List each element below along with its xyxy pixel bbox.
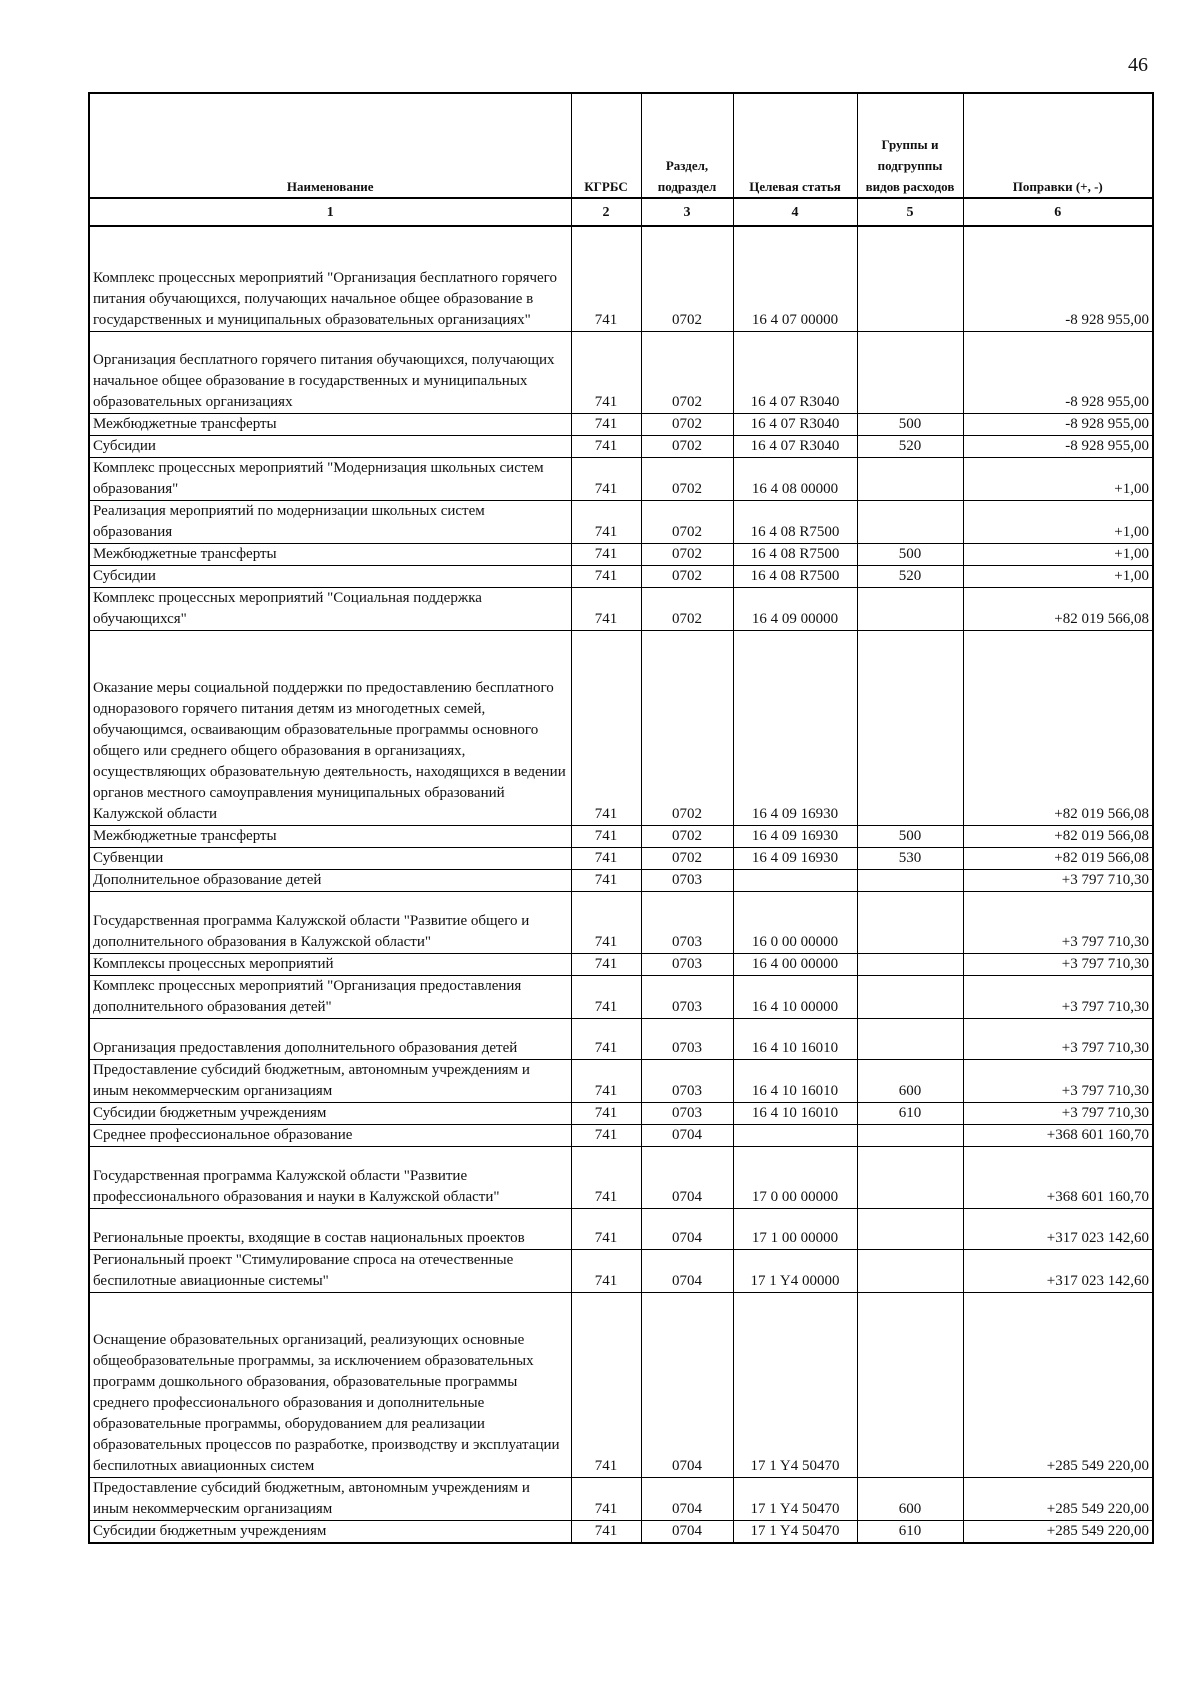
row-group: 610 xyxy=(857,1102,963,1124)
row-target: 16 4 10 16010 xyxy=(733,1018,857,1059)
row-group xyxy=(857,500,963,543)
row-group: 500 xyxy=(857,825,963,847)
row-section: 0703 xyxy=(641,975,733,1018)
row-kgrbs: 741 xyxy=(571,457,641,500)
row-section: 0702 xyxy=(641,543,733,565)
row-name: Межбюджетные трансферты xyxy=(89,825,571,847)
row-amount: +3 797 710,30 xyxy=(963,1059,1153,1102)
column-number: 3 xyxy=(641,198,733,226)
row-name: Предоставление субсидий бюджетным, автономным учреждениям и иным некоммерческим организациям xyxy=(89,1059,571,1102)
row-section: 0703 xyxy=(641,1059,733,1102)
row-kgrbs: 741 xyxy=(571,1292,641,1477)
table-row xyxy=(89,587,1153,630)
row-kgrbs: 741 xyxy=(571,630,641,825)
row-target: 17 1 Y4 50470 xyxy=(733,1477,857,1520)
row-section: 0702 xyxy=(641,413,733,435)
table-row xyxy=(89,331,1153,413)
row-amount: +1,00 xyxy=(963,565,1153,587)
row-kgrbs: 741 xyxy=(571,1124,641,1146)
row-kgrbs: 741 xyxy=(571,975,641,1018)
row-target: 16 4 10 16010 xyxy=(733,1102,857,1124)
row-amount: +82 019 566,08 xyxy=(963,630,1153,825)
row-kgrbs: 741 xyxy=(571,565,641,587)
row-amount: +3 797 710,30 xyxy=(963,1018,1153,1059)
row-target: 16 4 07 00000 xyxy=(733,226,857,331)
table-row xyxy=(89,1146,1153,1208)
header-section: Раздел, подраздел xyxy=(641,93,733,198)
row-amount: +3 797 710,30 xyxy=(963,891,1153,953)
row-section: 0702 xyxy=(641,847,733,869)
row-kgrbs: 741 xyxy=(571,1208,641,1249)
row-group xyxy=(857,331,963,413)
row-target: 16 4 09 16930 xyxy=(733,630,857,825)
row-group xyxy=(857,587,963,630)
row-section: 0704 xyxy=(641,1146,733,1208)
row-name: Комплексы процессных мероприятий xyxy=(89,953,571,975)
table-row xyxy=(89,1059,1153,1102)
row-group: 500 xyxy=(857,543,963,565)
row-group: 520 xyxy=(857,435,963,457)
row-section: 0702 xyxy=(641,331,733,413)
row-target: 17 1 Y4 50470 xyxy=(733,1520,857,1543)
table-row xyxy=(89,1018,1153,1059)
table-row xyxy=(89,975,1153,1018)
row-group xyxy=(857,869,963,891)
row-kgrbs: 741 xyxy=(571,435,641,457)
table-row xyxy=(89,825,1153,847)
table-row xyxy=(89,1477,1153,1520)
row-section: 0703 xyxy=(641,891,733,953)
row-target xyxy=(733,1124,857,1146)
row-group: 500 xyxy=(857,413,963,435)
row-name: Организация бесплатного горячего питания обучающихся, получающих начальное общее образование в государственных и муниципальных образовательных организациях xyxy=(89,331,571,413)
row-kgrbs: 741 xyxy=(571,869,641,891)
row-amount: +285 549 220,00 xyxy=(963,1520,1153,1543)
row-kgrbs: 741 xyxy=(571,953,641,975)
row-section: 0703 xyxy=(641,953,733,975)
row-group: 600 xyxy=(857,1477,963,1520)
row-name: Оказание меры социальной поддержки по предоставлению бесплатного одноразового горячего питания детям из многодетных семей, обучающимся, осваивающим образовательные программы основного общего или среднего общего образования в организациях, осуществляющих образовательную деятельность, находящихся в ведении органов местного самоуправления муниципальных образований Калужской области xyxy=(89,630,571,825)
table-row xyxy=(89,953,1153,975)
table-row xyxy=(89,1124,1153,1146)
row-target: 17 1 00 00000 xyxy=(733,1208,857,1249)
row-section: 0703 xyxy=(641,1102,733,1124)
row-amount: +368 601 160,70 xyxy=(963,1146,1153,1208)
row-amount: +285 549 220,00 xyxy=(963,1292,1153,1477)
row-section: 0704 xyxy=(641,1124,733,1146)
row-amount: +3 797 710,30 xyxy=(963,869,1153,891)
header-name: Наименование xyxy=(89,93,571,198)
table-row xyxy=(89,1208,1153,1249)
row-kgrbs: 741 xyxy=(571,1059,641,1102)
row-amount: +317 023 142,60 xyxy=(963,1249,1153,1292)
row-name: Комплекс процессных мероприятий "Организация предоставления дополнительного образования детей" xyxy=(89,975,571,1018)
table-row xyxy=(89,413,1153,435)
row-name: Организация предоставления дополнительного образования детей xyxy=(89,1018,571,1059)
row-target: 16 4 10 16010 xyxy=(733,1059,857,1102)
row-amount: +3 797 710,30 xyxy=(963,1102,1153,1124)
row-group xyxy=(857,1249,963,1292)
budget-table xyxy=(88,92,1154,1544)
row-kgrbs: 741 xyxy=(571,1477,641,1520)
row-name: Межбюджетные трансферты xyxy=(89,543,571,565)
row-target: 16 4 09 16930 xyxy=(733,825,857,847)
column-number: 2 xyxy=(571,198,641,226)
row-target: 17 1 Y4 00000 xyxy=(733,1249,857,1292)
row-name: Оснащение образовательных организаций, реализующих основные общеобразовательные программы, за исключением образовательных программ дошкольного образования, образовательные программы среднего профессионального образования и дополнительные образовательные программы, оборудованием для реализации образовательных процессов по разработке, производству и эксплуатации беспилотных авиационных систем xyxy=(89,1292,571,1477)
row-target: 17 1 Y4 50470 xyxy=(733,1292,857,1477)
table-row xyxy=(89,500,1153,543)
row-group xyxy=(857,1018,963,1059)
row-group xyxy=(857,975,963,1018)
row-amount: +1,00 xyxy=(963,543,1153,565)
row-group: 530 xyxy=(857,847,963,869)
row-amount: +1,00 xyxy=(963,457,1153,500)
row-group xyxy=(857,457,963,500)
column-number: 4 xyxy=(733,198,857,226)
row-name: Региональные проекты, входящие в состав национальных проектов xyxy=(89,1208,571,1249)
row-target: 16 4 07 R3040 xyxy=(733,435,857,457)
table-row xyxy=(89,457,1153,500)
row-target: 16 4 08 R7500 xyxy=(733,543,857,565)
row-amount: +3 797 710,30 xyxy=(963,975,1153,1018)
row-group: 520 xyxy=(857,565,963,587)
row-amount: +82 019 566,08 xyxy=(963,825,1153,847)
row-kgrbs: 741 xyxy=(571,226,641,331)
row-kgrbs: 741 xyxy=(571,331,641,413)
row-section: 0702 xyxy=(641,500,733,543)
row-kgrbs: 741 xyxy=(571,1102,641,1124)
row-group xyxy=(857,953,963,975)
row-amount: +82 019 566,08 xyxy=(963,587,1153,630)
row-section: 0702 xyxy=(641,587,733,630)
row-name: Субсидии xyxy=(89,435,571,457)
row-target: 16 4 08 R7500 xyxy=(733,565,857,587)
table-row xyxy=(89,630,1153,825)
row-group: 610 xyxy=(857,1520,963,1543)
row-section: 0704 xyxy=(641,1520,733,1543)
row-name: Дополнительное образование детей xyxy=(89,869,571,891)
row-section: 0704 xyxy=(641,1208,733,1249)
table-row xyxy=(89,226,1153,331)
page-number: 46 xyxy=(1128,54,1148,76)
row-name: Субсидии бюджетным учреждениям xyxy=(89,1102,571,1124)
row-kgrbs: 741 xyxy=(571,847,641,869)
row-group xyxy=(857,1124,963,1146)
header-amendment: Поправки (+, -) xyxy=(963,93,1153,198)
row-kgrbs: 741 xyxy=(571,1520,641,1543)
row-kgrbs: 741 xyxy=(571,543,641,565)
row-name: Субсидии бюджетным учреждениям xyxy=(89,1520,571,1543)
table-body xyxy=(89,226,1153,1543)
row-section: 0702 xyxy=(641,435,733,457)
header-target: Целевая статья xyxy=(733,93,857,198)
column-number: 6 xyxy=(963,198,1153,226)
row-kgrbs: 741 xyxy=(571,1249,641,1292)
row-amount: -8 928 955,00 xyxy=(963,435,1153,457)
row-target: 16 4 10 00000 xyxy=(733,975,857,1018)
table-row xyxy=(89,1520,1153,1543)
row-group xyxy=(857,1208,963,1249)
table-row xyxy=(89,543,1153,565)
row-section: 0703 xyxy=(641,1018,733,1059)
row-amount: +368 601 160,70 xyxy=(963,1124,1153,1146)
row-name: Государственная программа Калужской области "Развитие профессионального образования и науки в Калужской области" xyxy=(89,1146,571,1208)
row-kgrbs: 741 xyxy=(571,1018,641,1059)
header-row xyxy=(89,93,1153,198)
row-target xyxy=(733,869,857,891)
row-kgrbs: 741 xyxy=(571,500,641,543)
row-name: Среднее профессиональное образование xyxy=(89,1124,571,1146)
row-group xyxy=(857,630,963,825)
row-name: Региональный проект "Стимулирование спроса на отечественные беспилотные авиационные системы" xyxy=(89,1249,571,1292)
column-number-row xyxy=(89,198,1153,226)
row-group: 600 xyxy=(857,1059,963,1102)
row-amount: -8 928 955,00 xyxy=(963,226,1153,331)
row-kgrbs: 741 xyxy=(571,891,641,953)
header-kgrbs: КГРБС xyxy=(571,93,641,198)
row-target: 16 4 07 R3040 xyxy=(733,413,857,435)
row-target: 16 0 00 00000 xyxy=(733,891,857,953)
row-group xyxy=(857,1146,963,1208)
row-section: 0702 xyxy=(641,825,733,847)
row-name: Государственная программа Калужской области "Развитие общего и дополнительного образования в Калужской области" xyxy=(89,891,571,953)
row-name: Межбюджетные трансферты xyxy=(89,413,571,435)
row-section: 0702 xyxy=(641,630,733,825)
row-name: Комплекс процессных мероприятий "Организация бесплатного горячего питания обучающихся, получающих начальное общее образование в государственных и муниципальных образовательных организациях" xyxy=(89,226,571,331)
row-target: 16 4 08 R7500 xyxy=(733,500,857,543)
row-kgrbs: 741 xyxy=(571,413,641,435)
row-amount: +317 023 142,60 xyxy=(963,1208,1153,1249)
column-number: 1 xyxy=(89,198,571,226)
header-group: Группы и подгруппы видов расходов xyxy=(857,93,963,198)
row-name: Субвенции xyxy=(89,847,571,869)
table-row xyxy=(89,847,1153,869)
row-target: 17 0 00 00000 xyxy=(733,1146,857,1208)
table-row xyxy=(89,1249,1153,1292)
table-row xyxy=(89,1292,1153,1477)
row-group xyxy=(857,226,963,331)
row-target: 16 4 09 16930 xyxy=(733,847,857,869)
table-row xyxy=(89,891,1153,953)
table-row xyxy=(89,565,1153,587)
table-row xyxy=(89,1102,1153,1124)
row-kgrbs: 741 xyxy=(571,1146,641,1208)
row-amount: +82 019 566,08 xyxy=(963,847,1153,869)
row-section: 0704 xyxy=(641,1292,733,1477)
row-amount: -8 928 955,00 xyxy=(963,331,1153,413)
row-name: Предоставление субсидий бюджетным, автономным учреждениям и иным некоммерческим организациям xyxy=(89,1477,571,1520)
row-section: 0702 xyxy=(641,457,733,500)
table-row xyxy=(89,435,1153,457)
row-name: Комплекс процессных мероприятий "Модернизация школьных систем образования" xyxy=(89,457,571,500)
row-amount: +285 549 220,00 xyxy=(963,1477,1153,1520)
row-kgrbs: 741 xyxy=(571,825,641,847)
row-section: 0704 xyxy=(641,1249,733,1292)
row-amount: -8 928 955,00 xyxy=(963,413,1153,435)
row-section: 0704 xyxy=(641,1477,733,1520)
row-amount: +3 797 710,30 xyxy=(963,953,1153,975)
table-row xyxy=(89,869,1153,891)
row-group xyxy=(857,1292,963,1477)
row-section: 0702 xyxy=(641,565,733,587)
row-amount: +1,00 xyxy=(963,500,1153,543)
row-section: 0703 xyxy=(641,869,733,891)
row-name: Комплекс процессных мероприятий "Социальная поддержка обучающихся" xyxy=(89,587,571,630)
column-number: 5 xyxy=(857,198,963,226)
row-target: 16 4 08 00000 xyxy=(733,457,857,500)
row-target: 16 4 09 00000 xyxy=(733,587,857,630)
row-target: 16 4 00 00000 xyxy=(733,953,857,975)
row-target: 16 4 07 R3040 xyxy=(733,331,857,413)
row-group xyxy=(857,891,963,953)
row-section: 0702 xyxy=(641,226,733,331)
row-name: Субсидии xyxy=(89,565,571,587)
row-kgrbs: 741 xyxy=(571,587,641,630)
row-name: Реализация мероприятий по модернизации школьных систем образования xyxy=(89,500,571,543)
